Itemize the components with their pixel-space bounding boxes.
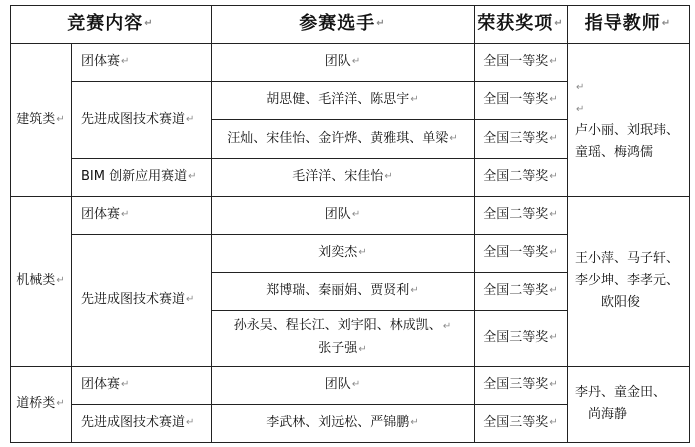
category-cell — [10, 43, 71, 196]
players-cell — [211, 310, 474, 366]
players-cell — [211, 404, 474, 442]
paragraph-mark: ↵ — [576, 81, 585, 93]
paragraph-mark: ↵ — [410, 285, 419, 296]
paragraph-mark: ↵ — [121, 56, 130, 67]
players-text: 李武林、刘远松、严锦鹏 — [266, 415, 410, 430]
players-text: 毛洋洋、宋佳怡 — [292, 169, 384, 184]
header-teacher-text: 指导教师 — [584, 13, 661, 34]
teacher-cell — [575, 366, 689, 442]
paragraph-mark: ↵ — [549, 132, 558, 144]
event-label: 团体赛 — [81, 377, 121, 392]
teacher-line: 王小萍、马子轩、 — [575, 251, 680, 266]
teacher-line: 童瑶、梅鸿儒 — [575, 144, 654, 160]
award-text: 全国三等奖 — [483, 130, 549, 146]
paragraph-mark: ↵ — [549, 94, 558, 105]
paragraph-mark: ↵ — [351, 209, 361, 220]
players-text: 汪灿、宋佳怡、金许烨、黄雅琪、单梁 — [227, 130, 449, 146]
award-text: 全国二等奖 — [483, 207, 549, 222]
event-label: BIM 创新应用赛道 — [81, 169, 188, 184]
award-cell — [474, 272, 567, 310]
paragraph-mark: ↵ — [56, 113, 65, 125]
rule — [71, 43, 72, 443]
event-cell — [81, 366, 211, 404]
header-teacher — [567, 5, 689, 43]
event-cell — [81, 81, 211, 158]
event-cell — [81, 43, 211, 81]
award-text: 全国一等奖 — [483, 92, 549, 107]
award-cell — [474, 119, 567, 158]
paragraph-mark: ↵ — [144, 18, 154, 29]
paragraph-mark: ↵ — [188, 171, 197, 182]
players-cell — [211, 158, 474, 196]
paragraph-mark: ↵ — [351, 56, 361, 67]
paragraph-mark: ↵ — [549, 417, 558, 428]
event-label: 先进成图技术赛道 — [81, 415, 186, 430]
award-text: 全国二等奖 — [483, 283, 549, 298]
awards-table — [10, 5, 690, 443]
paragraph-mark: ↵ — [121, 209, 130, 220]
category-label: 建筑类 — [16, 111, 56, 127]
header-award-text: 荣获奖项 — [477, 13, 554, 34]
category-cell — [10, 366, 71, 442]
paragraph-mark: ↵ — [576, 103, 585, 115]
paragraph-mark: ↵ — [56, 275, 65, 286]
award-cell — [474, 158, 567, 196]
rule — [567, 5, 568, 443]
category-label: 道桥类 — [16, 396, 56, 411]
players-text: 刘奕杰 — [318, 245, 358, 260]
category-label: 机械类 — [16, 273, 56, 288]
award-text: 全国二等奖 — [483, 169, 549, 184]
event-cell — [81, 196, 211, 234]
paragraph-mark: ↵ — [549, 285, 558, 296]
paragraph-mark: ↵ — [549, 332, 558, 343]
paragraph-mark: ↵ — [121, 379, 130, 390]
players-cell — [211, 366, 474, 404]
paragraph-mark: ↵ — [549, 247, 558, 258]
award-text: 全国一等奖 — [483, 245, 549, 260]
paragraph-mark: ↵ — [186, 417, 195, 428]
paragraph-mark: ↵ — [358, 247, 367, 258]
players-cell — [211, 119, 474, 158]
paragraph-mark: ↵ — [384, 171, 393, 182]
players-cell — [211, 196, 474, 234]
paragraph-mark: ↵ — [410, 94, 419, 105]
paragraph-mark: ↵ — [442, 321, 452, 332]
award-cell — [474, 310, 567, 366]
teacher-line: 尚海静 — [588, 407, 628, 422]
players-cell — [211, 81, 474, 119]
teacher-line: 李少坤、李孝元、 — [575, 273, 680, 288]
players-cell — [211, 234, 474, 272]
teacher-line: 李丹、童金田、 — [575, 385, 667, 400]
paragraph-mark: ↵ — [376, 18, 386, 29]
award-text: 全国三等奖 — [483, 415, 549, 430]
players-text: 郑博瑞、秦丽娟、贾贤利 — [266, 283, 410, 298]
players-cell — [211, 43, 474, 81]
award-cell — [474, 234, 567, 272]
rule — [10, 442, 690, 443]
header-award — [474, 5, 567, 43]
players-text: 团队 — [324, 54, 351, 69]
category-cell — [10, 196, 71, 366]
award-text: 全国三等奖 — [483, 330, 549, 345]
players-block — [234, 315, 451, 361]
players-text: 胡思健、毛洋洋、陈思宇 — [266, 92, 410, 107]
award-cell — [474, 196, 567, 234]
players-text: 孙永吴、程长江、刘宇阳、林成凯、 — [233, 318, 442, 333]
teacher-block — [575, 248, 679, 314]
players-text: 团队 — [324, 377, 351, 392]
paragraph-mark: ↵ — [549, 379, 558, 390]
teacher-cell — [575, 43, 689, 196]
award-cell — [474, 43, 567, 81]
paragraph-mark: ↵ — [351, 379, 361, 390]
paragraph-mark: ↵ — [549, 171, 558, 182]
paragraph-mark: ↵ — [186, 113, 195, 125]
event-label: 团体赛 — [81, 207, 121, 222]
paragraph-mark: ↵ — [549, 209, 558, 220]
paragraph-mark: ↵ — [56, 398, 65, 409]
players-text: 张子强 — [318, 341, 358, 356]
paragraph-mark: ↵ — [661, 18, 672, 29]
award-cell — [474, 366, 567, 404]
event-cell — [81, 234, 211, 366]
paragraph-mark: ↵ — [554, 18, 564, 29]
paragraph-mark: ↵ — [410, 417, 419, 428]
event-label: 先进成图技术赛道 — [81, 111, 186, 127]
header-content-text: 竞赛内容 — [67, 13, 144, 34]
header-content — [10, 5, 211, 43]
award-text: 全国三等奖 — [483, 377, 549, 392]
paragraph-mark: ↵ — [358, 344, 367, 355]
award-cell — [474, 81, 567, 119]
award-cell — [474, 404, 567, 442]
players-text: 团队 — [324, 207, 351, 222]
paragraph-mark: ↵ — [186, 294, 195, 305]
teacher-line: 欧阳俊 — [601, 295, 641, 310]
teacher-block — [575, 382, 666, 426]
header-players — [211, 5, 474, 43]
event-cell — [81, 158, 211, 196]
teacher-block — [575, 76, 679, 164]
teacher-line: 卢小丽、刘珉玮、 — [575, 122, 680, 138]
players-cell — [211, 272, 474, 310]
paragraph-mark: ↵ — [549, 56, 558, 67]
event-cell — [81, 404, 211, 442]
teacher-cell — [575, 196, 689, 366]
event-label: 团体赛 — [81, 54, 121, 69]
event-label: 先进成图技术赛道 — [81, 292, 186, 307]
award-text: 全国一等奖 — [483, 54, 549, 69]
header-players-text: 参赛选手 — [299, 13, 376, 34]
paragraph-mark: ↵ — [449, 132, 458, 144]
rule — [689, 5, 690, 443]
